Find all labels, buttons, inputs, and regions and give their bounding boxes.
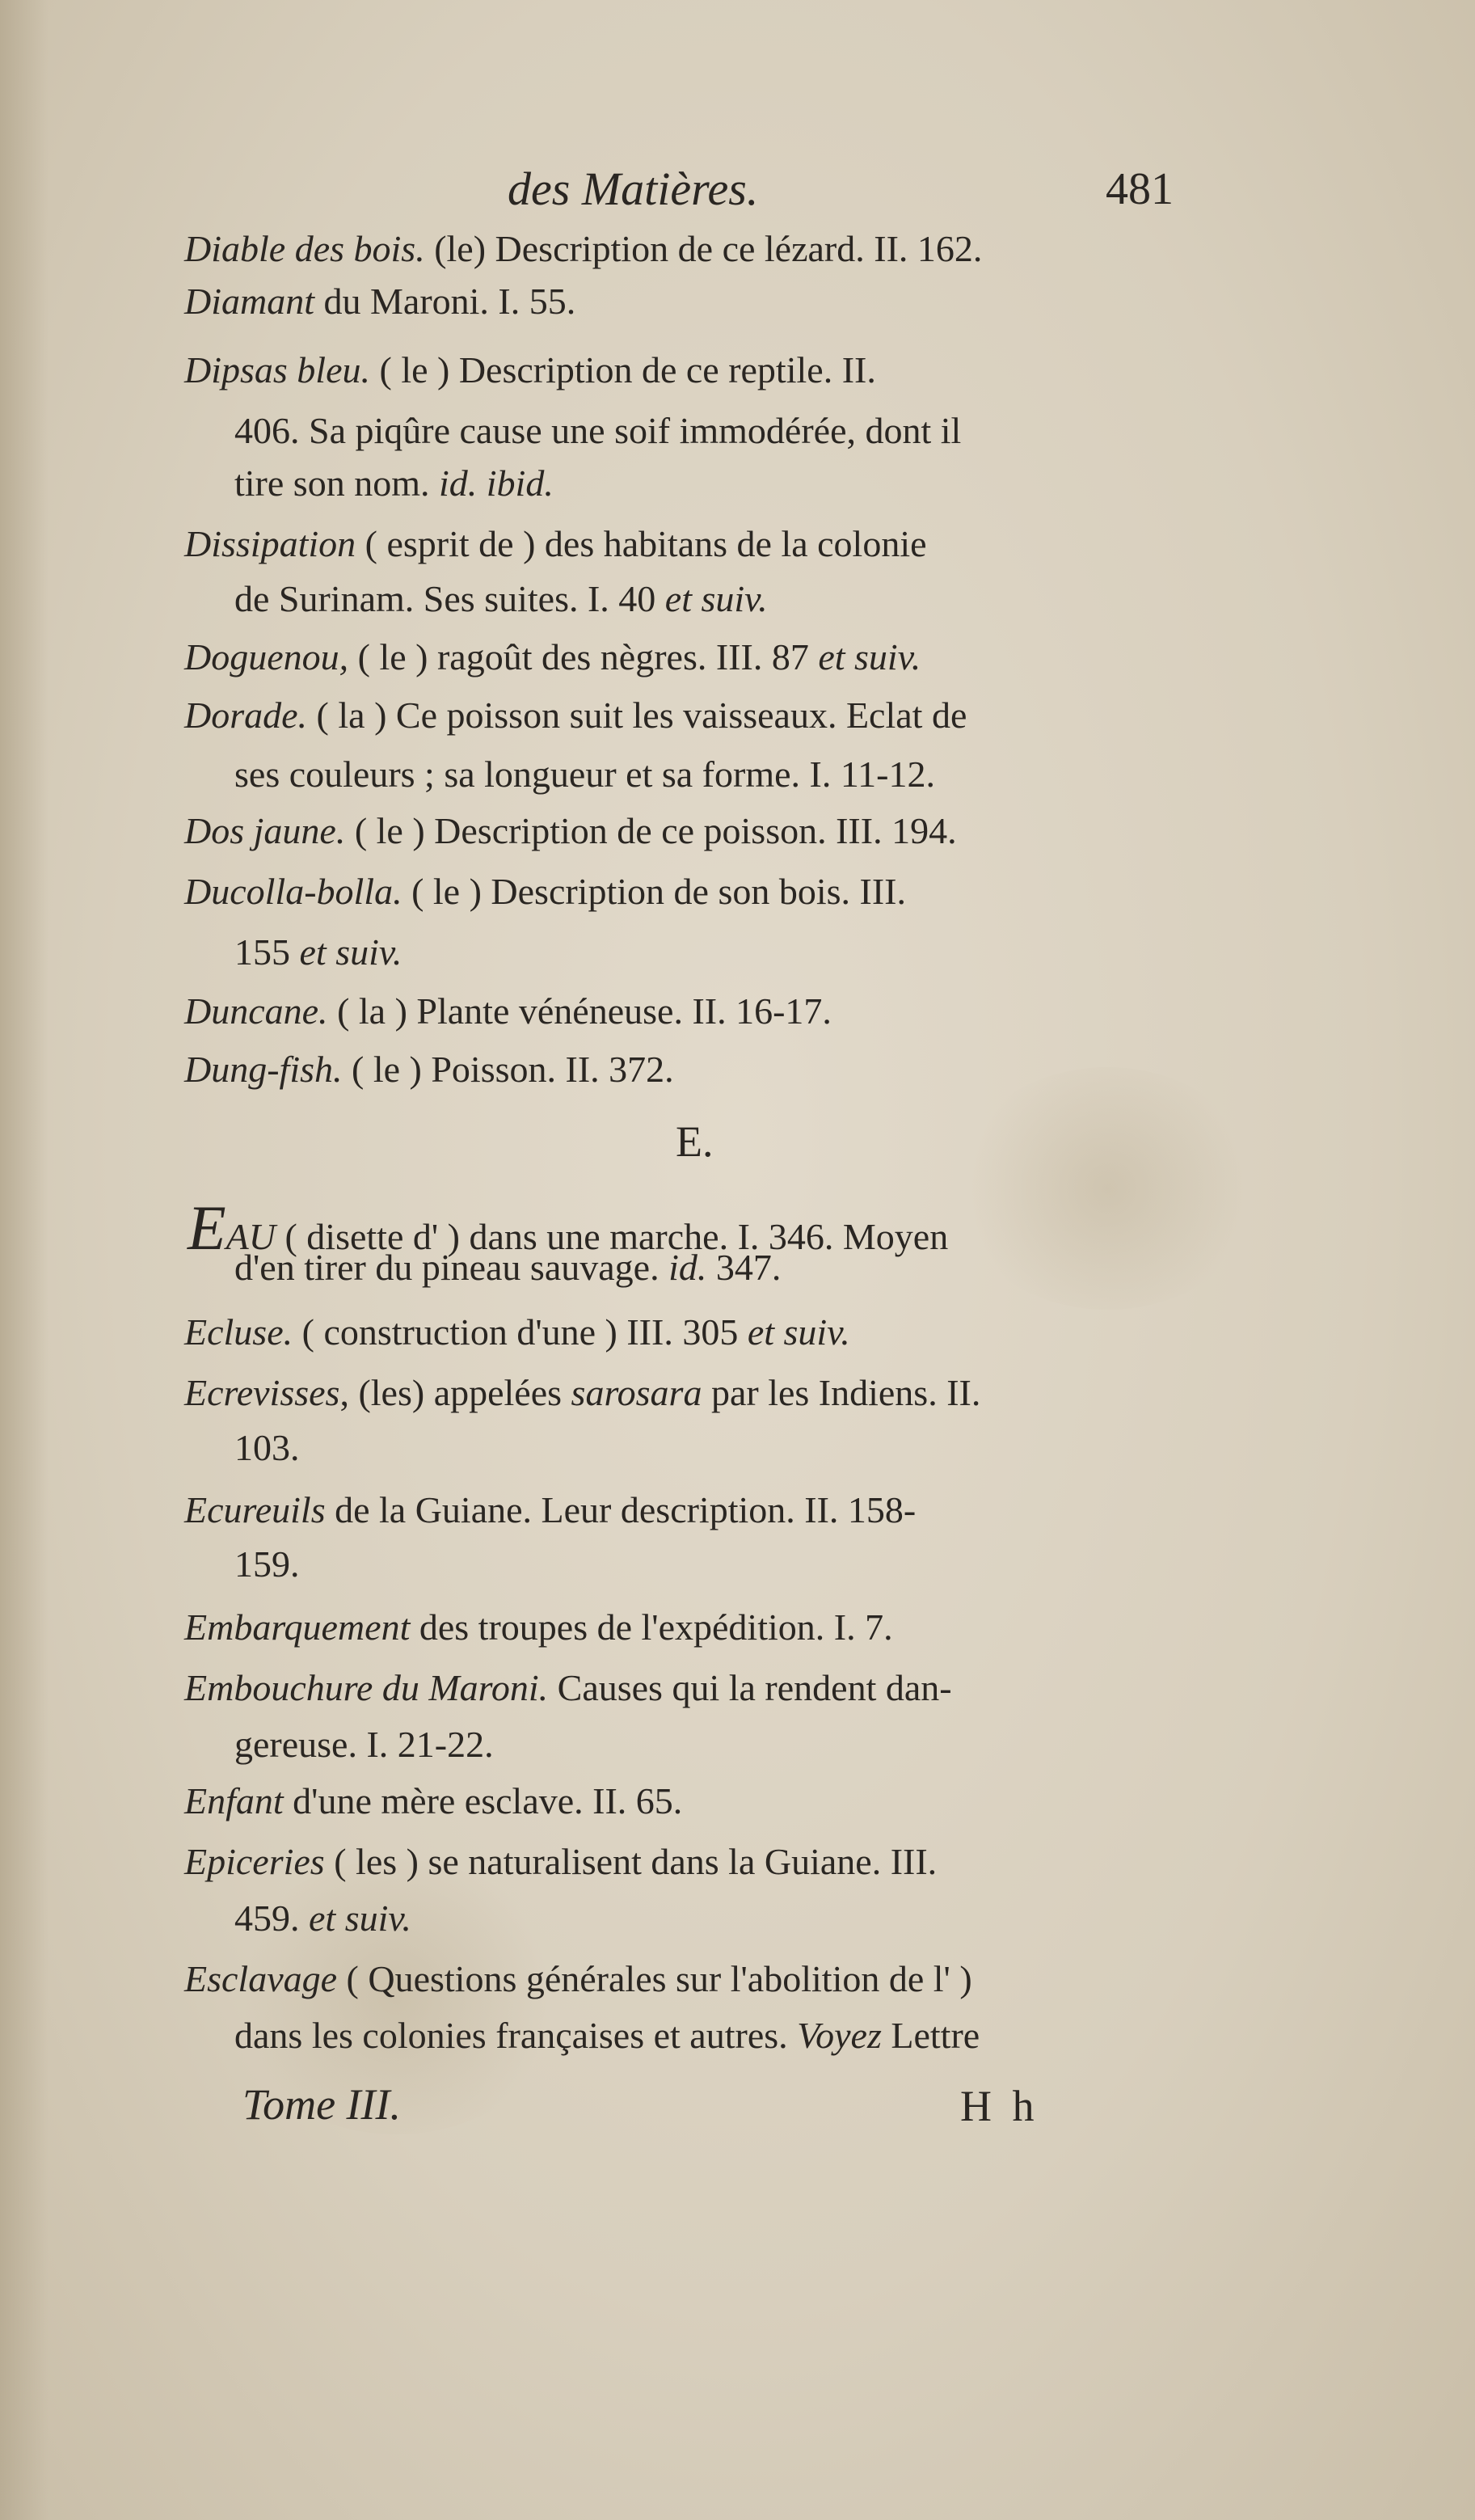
page-number: 481	[1106, 164, 1174, 214]
entry-text: ( les ) se naturalisent dans la Guiane. III.	[324, 1841, 938, 1882]
entry-term: Esclavage	[184, 1958, 338, 1999]
index-entry-line	[184, 283, 575, 320]
index-entry-line	[234, 580, 768, 618]
index-entry-line	[184, 1311, 850, 1353]
index-entry-line	[184, 636, 921, 677]
entry-text: ( Questions générales sur l'abolition de l' )	[337, 1958, 972, 1999]
entry-term: Duncane.	[184, 990, 328, 1032]
entry-term: Ecrevisses	[184, 1372, 340, 1413]
paper-stain	[954, 1067, 1261, 1310]
index-entry-line	[184, 523, 927, 564]
entry-term: Doguenou,	[184, 636, 349, 677]
entry-term: et suiv.	[747, 1311, 850, 1353]
entry-text: gereuse. I. 21-22.	[234, 1724, 494, 1765]
entry-text: 459.	[234, 1897, 309, 1939]
entry-text: d'en tirer du pineau sauvage.	[234, 1247, 669, 1288]
entry-text: Causes qui la rendent dan-	[548, 1667, 952, 1708]
index-entry-line	[234, 1249, 781, 1286]
entry-text: Lettre	[881, 2015, 980, 2056]
entry-text: ( esprit de ) des habitans de la colonie	[356, 523, 927, 564]
page-fold-shadow	[0, 0, 48, 2520]
index-entry-line	[184, 1051, 674, 1088]
entry-text: de Surinam. Ses suites. I. 40	[234, 578, 665, 619]
entry-term: et suiv.	[818, 636, 921, 677]
entry-text: 159.	[234, 1543, 300, 1585]
entry-text: ( disette d' ) dans une marche. I. 346. Moyen	[275, 1216, 949, 1257]
entry-text: des troupes de l'expédition. I. 7.	[410, 1606, 893, 1648]
entry-term: Dung-fish.	[184, 1049, 343, 1090]
index-entry-line	[184, 1958, 972, 1999]
entry-text: ( le ) Poisson. II. 372.	[342, 1049, 674, 1090]
entry-text: (le) Description de ce lézard. II. 162.	[424, 228, 983, 269]
entry-term: Ecluse.	[184, 1311, 293, 1353]
index-entry-line	[234, 1897, 411, 1939]
entry-text: 347.	[706, 1247, 782, 1288]
entry-term: Epiceries	[184, 1841, 325, 1882]
entry-term: Diable des bois.	[184, 228, 425, 269]
entry-text: dans les colonies françaises et autres.	[234, 2015, 798, 2056]
signature-volume: Tome III.	[242, 2080, 401, 2129]
index-entry-line	[234, 1726, 494, 1763]
entry-term: Diamant	[184, 281, 314, 322]
index-entry-line	[234, 2017, 980, 2054]
entry-text: , (les) appelées	[339, 1372, 571, 1413]
entry-term: Embarquement	[184, 1606, 411, 1648]
signature-gathering: H h	[960, 2082, 1039, 2130]
index-entry-line	[234, 1429, 300, 1467]
entry-term: Dissipation	[184, 523, 356, 564]
index-entry-line	[184, 810, 957, 851]
index-entry-line	[234, 412, 961, 450]
entry-text: 406. Sa piqûre cause une soif immodérée, dont il	[234, 410, 962, 451]
entry-term: et suiv.	[309, 1897, 411, 1939]
index-entry-line	[184, 990, 832, 1032]
index-entry-line	[184, 1374, 980, 1412]
entry-text: d'une mère esclave. II. 65.	[283, 1780, 683, 1821]
entry-term: id. ibid.	[438, 462, 554, 504]
entry-text: ( le ) ragoût des nègres. III. 87	[348, 636, 819, 677]
index-entry-line	[184, 1669, 952, 1707]
entry-text: ( construction d'une ) III. 305	[293, 1311, 748, 1353]
entry-text: ( le ) Description de son bois. III.	[402, 871, 906, 912]
entry-text: du Maroni. I. 55.	[314, 281, 576, 322]
index-entry-line	[184, 873, 906, 910]
entry-term: Dorade.	[184, 694, 308, 736]
entry-term: Enfant	[184, 1780, 284, 1821]
entry-text: ( le ) Description de ce reptile. II.	[370, 349, 876, 390]
index-entry-line	[184, 1780, 683, 1821]
entry-text: ( le ) Description de ce poisson. III. 194.	[345, 810, 957, 851]
index-entry-line	[184, 1606, 893, 1648]
entry-term: Dipsas bleu.	[184, 349, 370, 390]
entry-text: ses couleurs ; sa longueur et sa forme. I. 11-12.	[234, 753, 935, 795]
index-entry-line	[184, 230, 982, 268]
entry-term: sarosara	[571, 1372, 702, 1413]
index-entry-line	[234, 753, 935, 795]
entry-term: Voyez	[797, 2015, 882, 2056]
entry-term: AU	[225, 1216, 276, 1257]
entry-term: et suiv.	[299, 931, 402, 973]
entry-text: de la Guiane. Leur description. II. 158-	[325, 1489, 917, 1530]
entry-text: E.	[676, 1117, 714, 1166]
index-entry-line	[234, 1543, 300, 1585]
drop-letter: E	[188, 1192, 226, 1263]
entry-text: ( la ) Plante vénéneuse. II. 16-17.	[327, 990, 832, 1032]
entry-term: Dos jaune.	[184, 810, 346, 851]
index-entry-line	[234, 462, 554, 504]
running-title: des Matières.	[508, 163, 759, 215]
index-entry-line	[184, 694, 967, 736]
entry-text: 155	[234, 931, 300, 973]
entry-text: par les Indiens. II.	[702, 1372, 981, 1413]
entry-term: et suiv.	[664, 578, 768, 619]
entry-term: id.	[668, 1247, 707, 1288]
entry-text: tire son nom.	[234, 462, 439, 504]
index-entry-line	[184, 1843, 937, 1881]
index-entry-line	[234, 931, 402, 973]
index-entry-line	[184, 349, 876, 390]
entry-text: 103.	[234, 1427, 300, 1468]
index-entry-line	[184, 1489, 917, 1530]
entry-term: Ducolla-bolla.	[184, 871, 402, 912]
entry-text: ( la ) Ce poisson suit les vaisseaux. Eclat de	[307, 694, 967, 736]
entry-term: Embouchure du Maroni.	[184, 1667, 549, 1708]
entry-term: Ecureuils	[184, 1489, 326, 1530]
section-letter-heading	[676, 1117, 714, 1166]
